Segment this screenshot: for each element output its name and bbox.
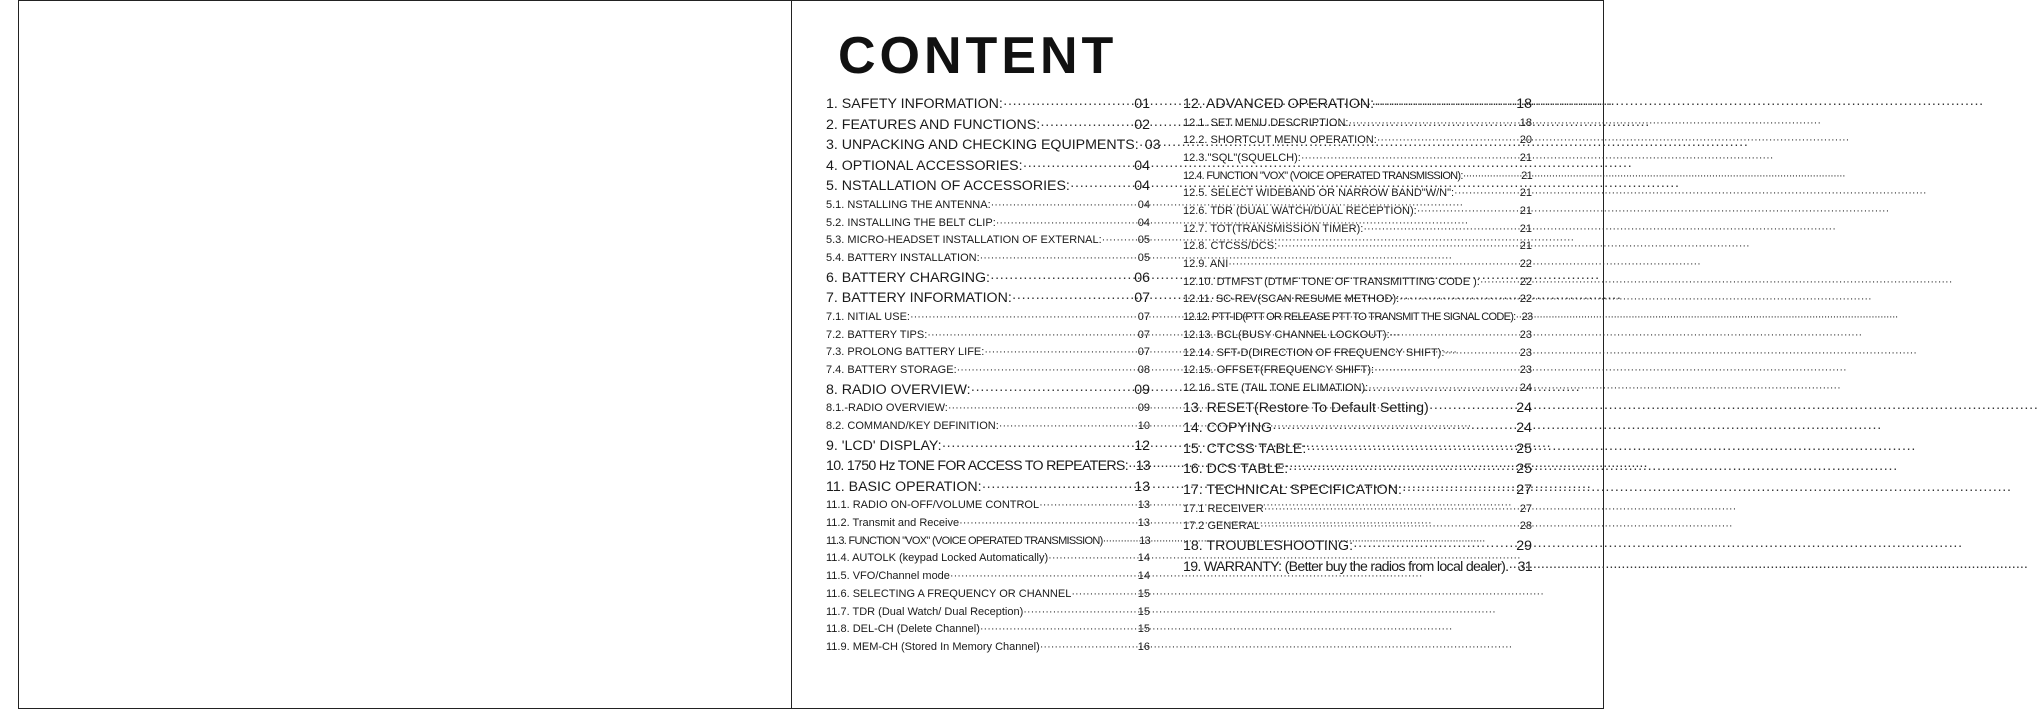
page-gutter <box>791 0 792 709</box>
toc-entry-label: 12. ADVANCED OPERATION: <box>1183 96 1375 112</box>
toc-entry-label: 12.9. ANI <box>1183 258 1229 271</box>
toc-entry-label: 12.7. TOT(TRANSMISSION TIMER): <box>1183 222 1364 235</box>
dot-leader <box>959 515 1138 533</box>
toc-entry-page-number: 05 <box>1137 234 1150 247</box>
toc-entry <box>826 497 1150 515</box>
dot-leader <box>1277 238 1520 256</box>
toc-entry <box>1183 132 1532 150</box>
toc-entry <box>826 215 1150 233</box>
dot-leader <box>1048 550 1138 568</box>
toc-entry-label: 12.4. FUNCTION "VOX" (VOICE OPERATED TRANSMISSION): <box>1183 169 1463 182</box>
dot-leader <box>948 400 1138 418</box>
toc-entry-page-number: 18 <box>1516 96 1532 112</box>
toc-entry <box>1183 518 1532 536</box>
toc-entry-page-number: 21 <box>1521 169 1532 182</box>
toc-entry-label: 11.7. TDR (Dual Watch/ Dual Reception) <box>826 605 1024 618</box>
toc-entry-page-number: 24 <box>1519 381 1532 394</box>
dot-leader <box>1463 168 1521 186</box>
toc-entry <box>1183 459 1532 480</box>
toc-entry-label: 7.4. BATTERY STORAGE: <box>826 363 957 376</box>
toc-entry-page-number: 13 <box>1139 534 1150 547</box>
toc-entry-page-number: 29 <box>1516 537 1532 554</box>
toc-entry-page-number: 31 <box>1517 558 1532 575</box>
dot-leader <box>950 568 1138 586</box>
toc-entry-label: 5.4. BATTERY INSTALLATION: <box>826 252 980 265</box>
toc-entry-page-number: 07 <box>1137 310 1150 323</box>
toc-entry-label: 11.1. RADIO ON-OFF/VOLUME CONTROL <box>826 499 1040 512</box>
toc-entry-label: 12.1. SET MENU DESCRIPTION: <box>1183 116 1349 129</box>
toc-entry-label: 11.6. SELECTING A FREQUENCY OR CHANNEL <box>826 587 1072 600</box>
toc-entry-label: 5.3. MICRO-HEADSET INSTALLATION OF EXTERNAL: <box>826 234 1102 247</box>
toc-entry-label: 7.2. BATTERY TIPS: <box>826 328 928 341</box>
toc-entry-page-number: 10 <box>1137 419 1150 432</box>
toc-entry <box>826 268 1150 289</box>
toc-entry-label: 13. RESET(Restore To Default Setting) <box>1183 399 1429 416</box>
toc-entry-page-number: 15 <box>1137 605 1150 618</box>
toc-entry-page-number: 25 <box>1516 461 1532 478</box>
dot-leader <box>1003 94 1134 115</box>
toc-entry-label: 8.2. COMMAND/KEY DEFINITION: <box>826 419 999 432</box>
toc-entry <box>826 568 1150 586</box>
toc-entry <box>826 477 1150 498</box>
toc-entry-page-number: 07 <box>1134 290 1150 307</box>
toc-entry-label: 9. 'LCD' DISPLAY: <box>826 437 942 454</box>
dot-leader <box>1288 459 1516 480</box>
toc-entry-label: 12.15. OFFSET(FREQUENCY SHIFT): <box>1183 364 1375 377</box>
toc-entry-label: 16. DCS TABLE: <box>1183 461 1289 478</box>
dot-leader <box>1023 604 1137 622</box>
toc-entry-label: 5.2. INSTALLING THE BELT CLIP: <box>826 216 996 229</box>
toc-entry <box>826 533 1150 551</box>
toc-entry-page-number: 24 <box>1516 420 1532 437</box>
toc-entry <box>826 400 1150 418</box>
toc-entry <box>1183 168 1532 186</box>
toc-entry <box>1183 185 1532 203</box>
dot-leader <box>982 477 1135 498</box>
dot-leader <box>1301 150 1520 168</box>
toc-entry-page-number: 04 <box>1137 198 1150 211</box>
toc-entry <box>826 309 1150 327</box>
dot-leader <box>1260 518 1520 536</box>
toc-entry <box>826 621 1150 639</box>
toc-entry-page-number: 22 <box>1519 275 1532 288</box>
toc-entry <box>1183 94 1532 115</box>
toc-entry-label: 7.3. PROLONG BATTERY LIFE: <box>826 346 985 359</box>
toc-entry-page-number: 13 <box>1134 478 1150 495</box>
toc-entry-page-number: 21 <box>1519 187 1532 200</box>
toc-entry-label: 17.1 RECEIVER <box>1183 502 1264 515</box>
toc-entry <box>826 550 1150 568</box>
toc-entry-label: 11.9. MEM-CH (Stored In Memory Channel) <box>826 640 1040 653</box>
toc-entry-page-number: 03 <box>1144 137 1161 154</box>
toc-entry-label: 8.1.-RADIO OVERVIEW: <box>826 402 948 415</box>
dot-leader <box>1368 380 1520 398</box>
toc-entry <box>1183 115 1532 133</box>
toc-entry-page-number: 23 <box>1519 328 1532 341</box>
toc-left-column <box>826 94 1161 657</box>
toc-entry-page-number: 20 <box>1519 134 1532 147</box>
dot-leader <box>1264 501 1520 519</box>
toc-entry <box>826 250 1150 268</box>
toc-entry-page-number: 08 <box>1137 363 1150 376</box>
toc-entry <box>826 232 1150 250</box>
toc-entry-label: 12.11. SC-REV(SCAN RESUME METHOD): <box>1183 293 1400 306</box>
dot-leader <box>1040 115 1134 136</box>
toc-entry <box>1183 309 1532 327</box>
toc-entry <box>826 94 1150 115</box>
toc-entry-label: 7. BATTERY INFORMATION: <box>826 290 1012 307</box>
toc-entry <box>826 115 1150 136</box>
toc-entry-page-number: 04 <box>1134 157 1150 174</box>
page-title: CONTENT <box>838 27 1118 85</box>
dot-leader <box>927 327 1137 345</box>
toc-entry-page-number: 18 <box>1519 116 1532 129</box>
toc-entry <box>1183 501 1532 519</box>
toc-entry-label: 12.12. PTT-ID(PTT OR RELEASE PTT TO TRANSMIT THE SIGNAL CODE): <box>1183 311 1516 324</box>
toc-entry-page-number: 22 <box>1519 293 1532 306</box>
toc-entry-page-number: 15 <box>1137 623 1150 636</box>
toc-entry-label: 1. SAFETY INFORMATION: <box>826 96 1003 112</box>
toc-entry-page-number: 25 <box>1516 440 1532 457</box>
toc-entry-label: 12.8. CTCSS/DCS: <box>1183 240 1278 253</box>
dot-leader <box>1128 456 1136 477</box>
toc-entry-page-number: 13 <box>1137 499 1150 512</box>
dot-leader <box>1508 557 1517 578</box>
dot-leader <box>1023 156 1135 177</box>
toc-entry <box>1183 238 1532 256</box>
toc-entry-label: 12.14. SFT-D(DIRECTION OF FREQUENCY SHIFT): <box>1183 346 1445 359</box>
toc-entry-page-number: 12 <box>1134 437 1150 454</box>
toc-entry-label: 18. TROUBLESHOOTING: <box>1183 537 1354 554</box>
toc-entry-page-number: 27 <box>1519 502 1532 515</box>
toc-entry-page-number: 14 <box>1137 570 1150 583</box>
toc-entry <box>1183 327 1532 345</box>
toc-right-column <box>1183 94 1532 577</box>
dot-leader <box>1071 586 1137 604</box>
toc-entry <box>1183 418 1532 439</box>
toc-entry-label: 5. NSTALLATION OF ACCESSORIES: <box>826 178 1070 195</box>
toc-entry-page-number: 28 <box>1519 520 1532 533</box>
toc-entry-label: 12.13. BCL(BUSY CHANNEL LOCKOUT): <box>1183 328 1390 341</box>
toc-entry-page-number: 21 <box>1519 240 1532 253</box>
toc-entry <box>826 436 1150 457</box>
dot-leader <box>1272 418 1516 439</box>
toc-entry <box>1183 439 1532 460</box>
toc-entry-page-number: 23 <box>1521 311 1533 324</box>
toc-entry <box>826 156 1150 177</box>
dot-leader <box>1399 291 1520 309</box>
toc-entry <box>826 604 1150 622</box>
toc-entry-page-number: 05 <box>1137 252 1150 265</box>
toc-entry <box>826 456 1150 477</box>
toc-entry-page-number: 07 <box>1137 346 1150 359</box>
dot-leader <box>1103 533 1140 551</box>
toc-entry <box>826 515 1150 533</box>
toc-entry-label: 2. FEATURES AND FUNCTIONS: <box>826 116 1041 133</box>
toc-entry <box>826 380 1150 401</box>
dot-leader <box>957 362 1138 380</box>
toc-entry <box>1183 380 1532 398</box>
toc-entry <box>1183 557 1532 578</box>
toc-entry-page-number: 21 <box>1519 151 1532 164</box>
dot-leader <box>1363 221 1519 239</box>
toc-entry-page-number: 21 <box>1519 222 1532 235</box>
toc-entry-label: 12.2. SHORTCUT MENU OPERATION: <box>1183 134 1377 147</box>
dot-leader <box>984 344 1137 362</box>
toc-entry-label: 3. UNPACKING AND CHECKING EQUIPMENTS: <box>826 137 1139 154</box>
toc-entry-label: 11.4. AUTOLK (keypad Locked Automatically) <box>826 552 1049 565</box>
toc-entry-page-number: 13 <box>1135 458 1150 475</box>
toc-entry <box>1183 221 1532 239</box>
dot-leader <box>990 268 1134 289</box>
toc-entry-label: 12.5. SELECT WIDEBAND OR NARROW BAND"W/N": <box>1183 187 1455 200</box>
toc-entry-label: 5.1. NSTALLING THE ANTENNA: <box>826 198 991 211</box>
dot-leader <box>991 197 1138 215</box>
toc-entry-page-number: 24 <box>1516 399 1532 416</box>
toc-entry-page-number: 15 <box>1137 587 1150 600</box>
toc-entry <box>826 288 1150 309</box>
dot-leader <box>980 621 1138 639</box>
toc-entry <box>826 197 1150 215</box>
toc-entry <box>1183 256 1532 274</box>
toc-entry <box>826 418 1150 436</box>
toc-entry-label: 17. TECHNICAL SPECIFICATION: <box>1183 481 1402 498</box>
toc-entry <box>826 327 1150 345</box>
toc-entry-page-number: 21 <box>1519 205 1532 218</box>
dot-leader <box>1374 94 1516 115</box>
toc-entry-label: 12.3."SQL"(SQUELCH): <box>1183 151 1301 164</box>
toc-entry-label: 19. WARRANTY: (Better buy the radios from local dealer). <box>1183 558 1509 575</box>
dot-leader <box>1429 398 1516 419</box>
toc-entry-page-number: 04 <box>1134 178 1150 195</box>
toc-entry-label: 14. COPYING <box>1183 420 1273 437</box>
toc-entry <box>1183 362 1532 380</box>
toc-entry-page-number: 01 <box>1134 96 1150 112</box>
toc-entry-label: 6. BATTERY CHARGING: <box>826 269 990 286</box>
toc-entry <box>1183 274 1532 292</box>
toc-entry <box>1183 150 1532 168</box>
toc-entry-page-number: 16 <box>1137 640 1150 653</box>
toc-entry-page-number: 27 <box>1516 481 1532 498</box>
dot-leader <box>1102 232 1138 250</box>
dot-leader <box>1353 536 1516 557</box>
toc-entry-page-number: 09 <box>1137 402 1150 415</box>
dot-leader <box>1012 288 1134 309</box>
dot-leader <box>1306 439 1516 460</box>
dot-leader <box>942 436 1135 457</box>
toc-entry-page-number: 23 <box>1519 346 1532 359</box>
toc-entry <box>1183 480 1532 501</box>
toc-entry-label: 11.8. DEL-CH (Delete Channel) <box>826 623 980 636</box>
dot-leader <box>1454 185 1520 203</box>
toc-entry <box>826 344 1150 362</box>
toc-entry-label: 17.2 GENERAL <box>1183 520 1261 533</box>
toc-entry-page-number: 04 <box>1137 216 1150 229</box>
dot-leader <box>1228 256 1519 274</box>
toc-entry <box>1183 345 1532 363</box>
toc-entry <box>1183 536 1532 557</box>
dot-leader <box>1348 115 1519 133</box>
dot-leader <box>1417 203 1520 221</box>
dot-leader <box>971 380 1135 401</box>
toc-entry <box>826 135 1161 156</box>
toc-entry-page-number: 09 <box>1134 381 1150 398</box>
toc-entry-label: 10. 1750 Hz TONE FOR ACCESS TO REPEATERS: <box>826 458 1128 475</box>
toc-entry-label: 11. BASIC OPERATION: <box>826 478 982 495</box>
toc-entry-page-number: 06 <box>1134 269 1150 286</box>
toc-entry-page-number: 13 <box>1137 517 1150 530</box>
toc-entry-label: 11.2. Transmit and Receive <box>826 517 960 530</box>
toc-entry-label: 12.6. TDR (DUAL WATCH/DUAL RECEPTION): <box>1183 205 1417 218</box>
toc-entry-label: 7.1. NITIAL USE: <box>826 310 910 323</box>
dot-leader <box>1374 362 1520 380</box>
dot-leader <box>996 215 1138 233</box>
toc-entry <box>826 586 1150 604</box>
toc-entry-label: 15. CTCSS TABLE: <box>1183 440 1307 457</box>
toc-entry-label: 8. RADIO OVERVIEW: <box>826 381 971 398</box>
dot-leader <box>1377 132 1520 150</box>
toc-entry-page-number: 07 <box>1137 328 1150 341</box>
dot-leader <box>999 418 1138 436</box>
toc-entry-label: 11.5. VFO/Channel mode <box>826 570 950 583</box>
toc-entry <box>1183 291 1532 309</box>
dot-leader <box>1480 274 1520 292</box>
toc-entry-label: 4. OPTIONAL ACCESSORIES: <box>826 157 1023 174</box>
dot-leader <box>1390 327 1520 345</box>
toc-entry-page-number: 14 <box>1137 552 1150 565</box>
dot-leader <box>1444 345 1519 363</box>
dot-leader <box>910 309 1138 327</box>
toc-entry-page-number: 22 <box>1519 258 1532 271</box>
toc-entry <box>1183 203 1532 221</box>
toc-entry-label: 12.10. DTMFST (DTMF TONE OF TRANSMITTING CODE ): <box>1183 275 1480 288</box>
toc-entry <box>826 176 1150 197</box>
dot-leader <box>1070 176 1134 197</box>
toc-entry-label: 12.16. STE (TAIL TONE ELIMATION): <box>1183 381 1369 394</box>
toc-entry-page-number: 23 <box>1519 364 1532 377</box>
toc-entry-label: 11.3. FUNCTION "VOX" (VOICE OPERATED TRANSMISSION) <box>826 534 1103 547</box>
dot-leader <box>1039 497 1138 515</box>
toc-entry <box>826 639 1150 657</box>
toc-entry-page-number: 02 <box>1134 116 1150 133</box>
toc-entry <box>826 362 1150 380</box>
dot-leader <box>1402 480 1516 501</box>
toc-entry <box>1183 398 1532 419</box>
dot-leader <box>1040 639 1138 657</box>
dot-leader <box>980 250 1138 268</box>
